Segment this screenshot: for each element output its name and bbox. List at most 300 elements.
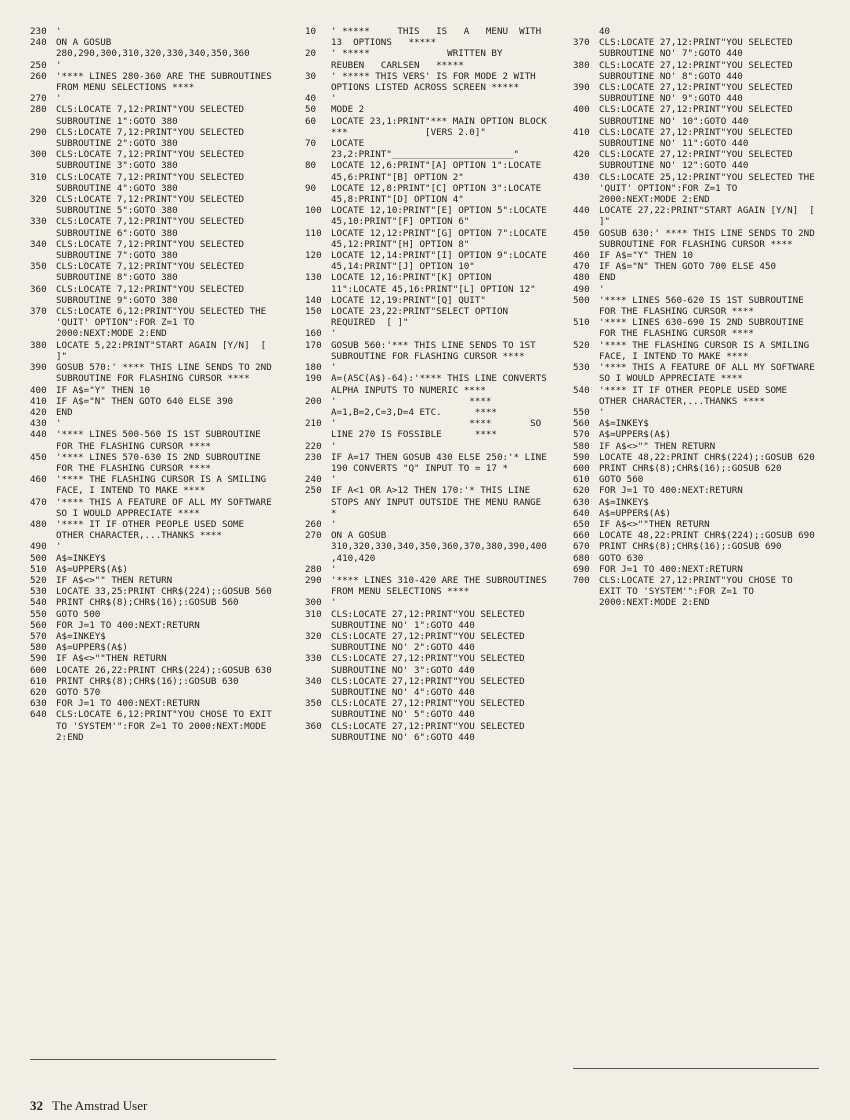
code-line [305,441,551,452]
code-line [573,205,819,227]
code-line [573,441,819,452]
line-number: 650 [573,518,590,530]
code-line [305,631,551,653]
code-line [305,474,551,485]
line-code: ' [599,283,605,295]
line-number: 430 [30,418,47,430]
line-code: CLS:LOCATE 27,12:PRINT"YOU SELECTED SUBROUTINE NO' 5":GOTO 440 [331,698,531,721]
line-code: ' **** A=1,B=2,C=3,D=4 ETC. **** [331,395,531,418]
code-line [30,362,276,384]
line-code: '**** LINES 630-690 IS 2ND SUBROUTINE FOR THE FLASHING CURSOR **** [599,317,810,340]
code-line [305,698,551,720]
line-number: 90 [305,182,317,194]
line-code: GOSUB 560:'*** THIS LINE SENDS TO 1ST SUBROUTINE FOR FLASHING CURSOR **** [331,339,542,362]
line-code: PRINT CHR$(8);CHR$(16);:GOSUB 560 [56,597,239,609]
line-code: IF A$="Y" THEN 10 [599,250,694,262]
code-line [30,474,276,496]
line-number: 570 [30,630,47,642]
code-line [30,709,276,743]
line-number: 240 [30,37,47,49]
line-code: ' **** SO LINE 270 IS FOSSIBLE **** [331,418,547,441]
code-line [305,272,551,294]
code-line [30,609,276,620]
line-code: '**** THIS A FEATURE OF ALL MY SOFTWARE SO I WOULD APPRECIATE **** [56,496,278,519]
column-divider-rule [573,1068,819,1069]
code-line [30,597,276,608]
listing-column-2 [305,26,551,743]
line-code: FOR J=1 TO 400:NEXT:RETURN [599,563,743,575]
line-number: 640 [30,709,47,721]
code-line [573,418,819,429]
line-number: 560 [573,418,590,430]
line-code: A=(ASC(A$)-64):'**** THIS LINE CONVERTS ALPHA INPUTS TO NUMERIC **** [331,373,553,396]
line-number: 450 [30,451,47,463]
code-line [305,71,551,93]
line-number: 350 [305,698,322,710]
line-code: FOR J=1 TO 400:NEXT:RETURN [599,485,743,497]
code-line [573,149,819,171]
line-number: 390 [573,82,590,94]
code-line [30,216,276,238]
line-code: LOCATE 33,25:PRINT CHR$(224);:GOSUB 560 [56,586,272,598]
line-number: 190 [305,373,322,385]
code-line [573,60,819,82]
code-line [30,93,276,104]
line-code: ' [331,440,337,452]
code-line [30,564,276,575]
line-code: LOCATE 23,2:PRINT"______________________" [331,138,520,161]
line-number: 210 [305,418,322,430]
code-line [305,328,551,339]
line-number: 230 [305,451,322,463]
line-number: 500 [573,294,590,306]
line-number: 590 [30,653,47,665]
line-number: 570 [573,429,590,441]
line-code: LOCATE 5,22:PRINT"START AGAIN [Y/N] [ ]" [56,339,272,362]
code-line [573,340,819,362]
line-number: 630 [573,496,590,508]
line-code: '**** THE FLASHING CURSOR IS A SMILING FACE, I INTEND TO MAKE **** [56,474,272,497]
code-line [573,485,819,496]
line-code: CLS:LOCATE 27,12:PRINT"YOU SELECTED SUBROUTINE NO' 4":GOTO 440 [331,675,531,698]
line-number: 580 [573,440,590,452]
line-number: 680 [573,552,590,564]
line-code: ' [56,418,62,430]
line-number: 350 [30,261,47,273]
line-number: 310 [30,171,47,183]
page-number: 32 [30,1098,43,1113]
code-line [30,497,276,519]
line-code: LOCATE 48,22:PRINT CHR$(224);:GOSUB 690 [599,530,815,542]
code-line [573,284,819,295]
line-code: LOCATE 12,6:PRINT"[A] OPTION 1":LOCATE 45,6:PRINT"[B] OPTION 2" [331,160,547,183]
code-line [305,485,551,519]
line-number: 270 [30,93,47,105]
code-line [305,676,551,698]
listing-column-3 [573,26,819,609]
code-line [30,553,276,564]
line-number: 370 [573,37,590,49]
code-line [573,82,819,104]
line-code: ' [331,474,337,486]
code-line [573,553,819,564]
listing-column-1 [30,26,276,743]
line-code: '**** IT IF OTHER PEOPLE USED SOME OTHER CHARACTER,...THANKS **** [56,518,250,542]
line-number: 460 [573,250,590,262]
line-code: CLS:LOCATE 27,12:PRINT"YOU SELECTED SUBROUTINE NO' 10":GOTO 440 [599,104,799,127]
line-number: 360 [305,720,322,732]
code-line [305,530,551,564]
line-code: CLS:LOCATE 27,12:PRINT"YOU SELECTED SUBROUTINE NO' 7":GOTO 440 [599,37,799,60]
line-code: A$=UPPER$(A$) [599,429,671,441]
code-line [30,71,276,93]
line-number: 420 [573,149,590,161]
line-code: 40 [599,26,611,37]
line-number: 490 [30,541,47,553]
line-number: 330 [305,653,322,665]
line-code: IF A$<>"" THEN RETURN [56,574,173,586]
line-code: '**** IT IF OTHER PEOPLE USED SOME OTHER CHARACTER,...THANKS **** [599,384,793,407]
line-code: '**** LINES 560-620 IS 1ST SUBROUTINE FOR THE FLASHING CURSOR **** [599,294,810,318]
code-line [305,205,551,227]
line-number: 220 [305,440,322,452]
code-line [573,519,819,530]
line-number: 610 [30,675,47,687]
line-code: '**** LINES 500-560 IS 1ST SUBROUTINE FOR THE FLASHING CURSOR **** [56,429,267,452]
line-number: 370 [30,306,47,318]
code-line [573,104,819,126]
line-code: GOSUB 630:' **** THIS LINE SENDS TO 2ND SUBROUTINE FOR FLASHING CURSOR **** [599,227,821,250]
code-line [30,687,276,698]
line-code: ' [56,541,62,553]
line-code: A$=UPPER$(A$) [599,507,671,519]
line-number: 530 [30,586,47,598]
code-line [305,295,551,306]
line-number: 30 [305,70,317,82]
line-number: 590 [573,451,590,463]
code-line [573,474,819,485]
line-code: CLS:LOCATE 27,12:PRINT"YOU SELECTED SUBROUTINE NO' 3":GOTO 440 [331,653,531,676]
code-line [305,418,551,440]
line-number: 140 [305,294,322,306]
line-code: IF A$="Y" THEN 10 [56,384,151,396]
line-code: CLS:LOCATE 7,12:PRINT"YOU SELECTED SUBROUTINE 2":GOTO 380 [56,126,250,150]
line-code: LOCATE 48,22:PRINT CHR$(224);:GOSUB 620 [599,451,815,463]
line-number: 390 [30,362,47,374]
code-line [305,575,551,597]
line-number: 560 [30,619,47,631]
line-code: CLS:LOCATE 7,12:PRINT"YOU SELECTED SUBROUTINE 9":GOTO 380 [56,283,250,306]
line-number: 180 [305,362,322,374]
line-code: CLS:LOCATE 7,12:PRINT"YOU SELECTED SUBROUTINE 7":GOTO 380 [56,238,250,262]
code-line [573,295,819,317]
line-code: PRINT CHR$(8);CHR$(16);:GOSUB 630 [56,675,239,687]
code-line [573,463,819,474]
line-number: 40 [305,93,317,105]
code-line [573,228,819,250]
line-code: LOCATE 12,10:PRINT"[E] OPTION 5":LOCATE 45,10:PRINT"[F] OPTION 6" [331,205,553,228]
line-number: 520 [30,574,47,586]
line-code: LOCATE 12,16:PRINT"[K] OPTION 11":LOCATE 45,16:PRINT"[L] OPTION 12" [331,272,536,295]
code-line [305,373,551,395]
line-code: '**** THIS A FEATURE OF ALL MY SOFTWARE SO I WOULD APPRECIATE **** [599,362,821,385]
line-number: 460 [30,474,47,486]
code-line [305,452,551,474]
code-line [573,497,819,508]
code-line [30,631,276,642]
line-number: 340 [305,675,322,687]
code-line [30,306,276,340]
line-number: 200 [305,395,322,407]
line-number: 360 [30,283,47,295]
line-code: ON A GOSUB 280,290,300,310,320,330,340,350,360 [56,37,250,60]
line-number: 660 [573,530,590,542]
line-code: A$=INKEY$ [56,552,106,564]
line-number: 600 [573,462,590,474]
code-line [573,508,819,519]
line-code: CLS:LOCATE 27,12:PRINT"YOU SELECTED SUBROUTINE NO' 12":GOTO 440 [599,149,799,172]
code-line [305,306,551,328]
line-code: CLS:LOCATE 6,12:PRINT"YOU CHOSE TO EXIT TO 'SYSTEM'":FOR Z=1 TO 2000:NEXT:MODE 2:END [56,709,278,743]
line-number: 340 [30,238,47,250]
line-number: 80 [305,160,317,172]
line-number: 410 [573,126,590,138]
line-number: 260 [30,70,47,82]
line-number: 120 [305,250,322,262]
line-number: 470 [573,261,590,273]
code-line [305,340,551,362]
line-code: A$=INKEY$ [599,418,649,430]
code-line [573,429,819,440]
line-number: 630 [30,698,47,710]
line-code: ' ***** THIS VERS' IS FOR MODE 2 WITH OPTIONS LISTED ACROSS SCREEN ***** [331,70,542,94]
code-line [305,160,551,182]
line-code: GOTO 630 [599,552,644,564]
line-number: 430 [573,171,590,183]
code-line [30,541,276,552]
code-line [573,362,819,384]
line-number: 550 [30,608,47,620]
code-line [573,172,819,206]
line-number: 250 [305,485,322,497]
code-line [30,37,276,59]
line-number: 130 [305,272,322,284]
code-line [305,609,551,631]
line-number: 620 [30,686,47,698]
code-line [305,93,551,104]
code-line [305,48,551,70]
code-line [573,575,819,609]
code-line [30,239,276,261]
line-code: LOCATE 23,22:PRINT"SELECT OPTION REQUIRED [ ]" [331,306,514,329]
code-line [30,385,276,396]
line-number: 280 [305,563,322,575]
line-number: 690 [573,563,590,575]
code-line [30,519,276,541]
line-number: 170 [305,339,322,351]
code-line [573,452,819,463]
code-line [30,620,276,631]
line-number: 520 [573,339,590,351]
code-line [573,564,819,575]
code-line [30,127,276,149]
code-line [30,284,276,306]
line-number: 70 [305,138,317,150]
line-number: 530 [573,362,590,374]
code-line [30,418,276,429]
code-line [305,183,551,205]
line-number: 500 [30,552,47,564]
code-line [30,642,276,653]
line-number: 700 [573,574,590,586]
line-number: 640 [573,507,590,519]
code-line [30,676,276,687]
line-number: 100 [305,205,322,217]
line-code: IF A=17 THEN GOSUB 430 ELSE 250:'* LINE 190 CONVERTS "Q" INPUT TO = 17 * [331,451,553,474]
line-number: 670 [573,541,590,553]
line-number: 600 [30,664,47,676]
code-line [305,104,551,115]
line-number: 330 [30,216,47,228]
code-line [30,340,276,362]
line-code: A$=INKEY$ [599,496,649,508]
line-code: CLS:LOCATE 7,12:PRINT"YOU SELECTED SUBROUTINE 3":GOTO 380 [56,149,250,172]
line-number: 510 [30,563,47,575]
line-number: 290 [305,574,322,586]
line-number: 50 [305,104,317,116]
line-number: 540 [30,597,47,609]
line-number: 510 [573,317,590,329]
line-code: MODE 2 [331,104,365,116]
code-line [573,261,819,272]
line-code: FOR J=1 TO 400:NEXT:RETURN [56,698,200,710]
code-line [305,597,551,608]
code-line [573,37,819,59]
line-code: PRINT CHR$(8);CHR$(16);:GOSUB 690 [599,541,782,553]
line-number: 380 [573,59,590,71]
line-number: 440 [573,205,590,217]
line-code: CLS:LOCATE 7,12:PRINT"YOU SELECTED SUBROUTINE 1":GOTO 380 [56,104,250,127]
code-line [30,26,276,37]
code-line [305,250,551,272]
line-code: GOTO 570 [56,686,101,698]
line-code: IF A<1 OR A>12 THEN 170:'* THIS LINE STOPS ANY INPUT OUTSIDE THE MENU RANGE * [331,485,547,519]
line-number: 470 [30,496,47,508]
line-code: CLS:LOCATE 25,12:PRINT"YOU SELECTED THE 'QUIT' OPTION":FOR Z=1 TO 2000:NEXT:MODE 2:END [599,171,821,206]
line-code: CLS:LOCATE 7,12:PRINT"YOU SELECTED SUBROUTINE 5":GOTO 380 [56,194,250,217]
code-line [30,194,276,216]
code-line [30,149,276,171]
line-number: 230 [30,26,47,37]
code-line [30,653,276,664]
line-number: 250 [30,59,47,71]
line-number: 480 [573,272,590,284]
line-code: CLS:LOCATE 27,12:PRINT"YOU SELECTED SUBROUTINE NO' 1":GOTO 440 [331,608,531,631]
line-number: 240 [305,474,322,486]
line-code: GOTO 560 [599,474,644,486]
line-code: ' [331,362,337,374]
line-number: 450 [573,227,590,239]
line-number: 270 [305,530,322,542]
code-line [30,429,276,451]
line-code: GOTO 500 [56,608,101,620]
code-line [305,519,551,530]
line-number: 150 [305,306,322,318]
line-code: GOSUB 570:' **** THIS LINE SENDS TO 2ND SUBROUTINE FOR FLASHING CURSOR **** [56,362,278,385]
code-line [305,362,551,373]
line-code: END [599,272,616,284]
line-code: CLS:LOCATE 27,12:PRINT"YOU SELECTED SUBROUTINE NO' 9":GOTO 440 [599,82,799,105]
line-number: 290 [30,126,47,138]
code-line [30,104,276,126]
line-code: CLS:LOCATE 7,12:PRINT"YOU SELECTED SUBROUTINE 6":GOTO 380 [56,216,250,239]
line-code: ON A GOSUB 310,320,330,340,350,360,370,380,390,400,410,420 [331,530,547,564]
line-code: ' [599,406,605,418]
code-line [30,575,276,586]
line-code: END [56,406,73,418]
code-line [573,530,819,541]
line-code: PRINT CHR$(8);CHR$(16);:GOSUB 620 [599,462,782,474]
line-code: A$=UPPER$(A$) [56,642,128,654]
code-line [573,317,819,339]
line-code: LOCATE 27,22:PRINT"START AGAIN [Y/N] [ ]" [599,205,821,228]
line-code: FOR J=1 TO 400:NEXT:RETURN [56,619,200,631]
code-line [30,261,276,283]
line-number: 20 [305,48,317,60]
line-code: CLS:LOCATE 27,12:PRINT"YOU SELECTED SUBROUTINE NO' 2":GOTO 440 [331,630,531,654]
code-line [305,721,551,743]
line-code: ' ***** THIS IS A MENU WITH 13 OPTIONS ***** [331,26,553,49]
code-line [30,172,276,194]
line-code: CLS:LOCATE 27,12:PRINT"YOU SELECTED SUBROUTINE NO' 8":GOTO 440 [599,59,799,82]
line-code: IF A$="N" THEN GOTO 640 ELSE 390 [56,395,234,407]
code-line [30,60,276,71]
code-line [573,127,819,149]
line-number: 280 [30,104,47,116]
code-line [305,26,551,48]
line-code: ' [56,26,62,37]
line-code: IF A$<>""THEN RETURN [56,653,167,665]
line-code: LOCATE 23,1:PRINT"*** MAIN OPTION BLOCK *** [VERS 2.0]" [331,115,553,138]
line-number: 540 [573,384,590,396]
line-code: '**** THE FLASHING CURSOR IS A SMILING FACE, I INTEND TO MAKE **** [599,339,815,362]
line-number: 380 [30,339,47,351]
line-number: 110 [305,227,322,239]
line-number: 610 [573,474,590,486]
code-line [305,396,551,418]
line-code: ' [56,59,62,71]
line-code: ' [56,93,62,105]
line-code: ' [331,563,337,575]
line-number: 310 [305,608,322,620]
line-number: 260 [305,518,322,530]
line-code: LOCATE 12,14:PRINT"[I] OPTION 9":LOCATE 45,14:PRINT"[J] OPTION 10" [331,250,553,273]
line-number: 420 [30,406,47,418]
line-code: CLS:LOCATE 6,12:PRINT"YOU SELECTED THE 'QUIT' OPTION":FOR Z=1 TO 2000:NEXT:MODE 2:END [56,306,272,340]
line-code: '**** LINES 280-360 ARE THE SUBROUTINES FROM MENU SELECTIONS **** [56,70,278,94]
line-number: 10 [305,26,317,37]
code-line [305,116,551,138]
line-code: '**** LINES 310-420 ARE THE SUBROUTINES FROM MENU SELECTIONS **** [331,574,553,598]
line-number: 320 [305,630,322,642]
code-line [305,138,551,160]
line-number: 300 [30,149,47,161]
line-code: '**** LINES 570-630 IS 2ND SUBROUTINE FOR THE FLASHING CURSOR **** [56,451,267,474]
line-number: 410 [30,395,47,407]
code-line [30,698,276,709]
code-line [30,586,276,597]
line-code: CLS:LOCATE 27,12:PRINT"YOU CHOSE TO EXIT TO 'SYSTEM'":FOR Z=1 TO 2000:NEXT:MODE 2:END [599,574,799,609]
